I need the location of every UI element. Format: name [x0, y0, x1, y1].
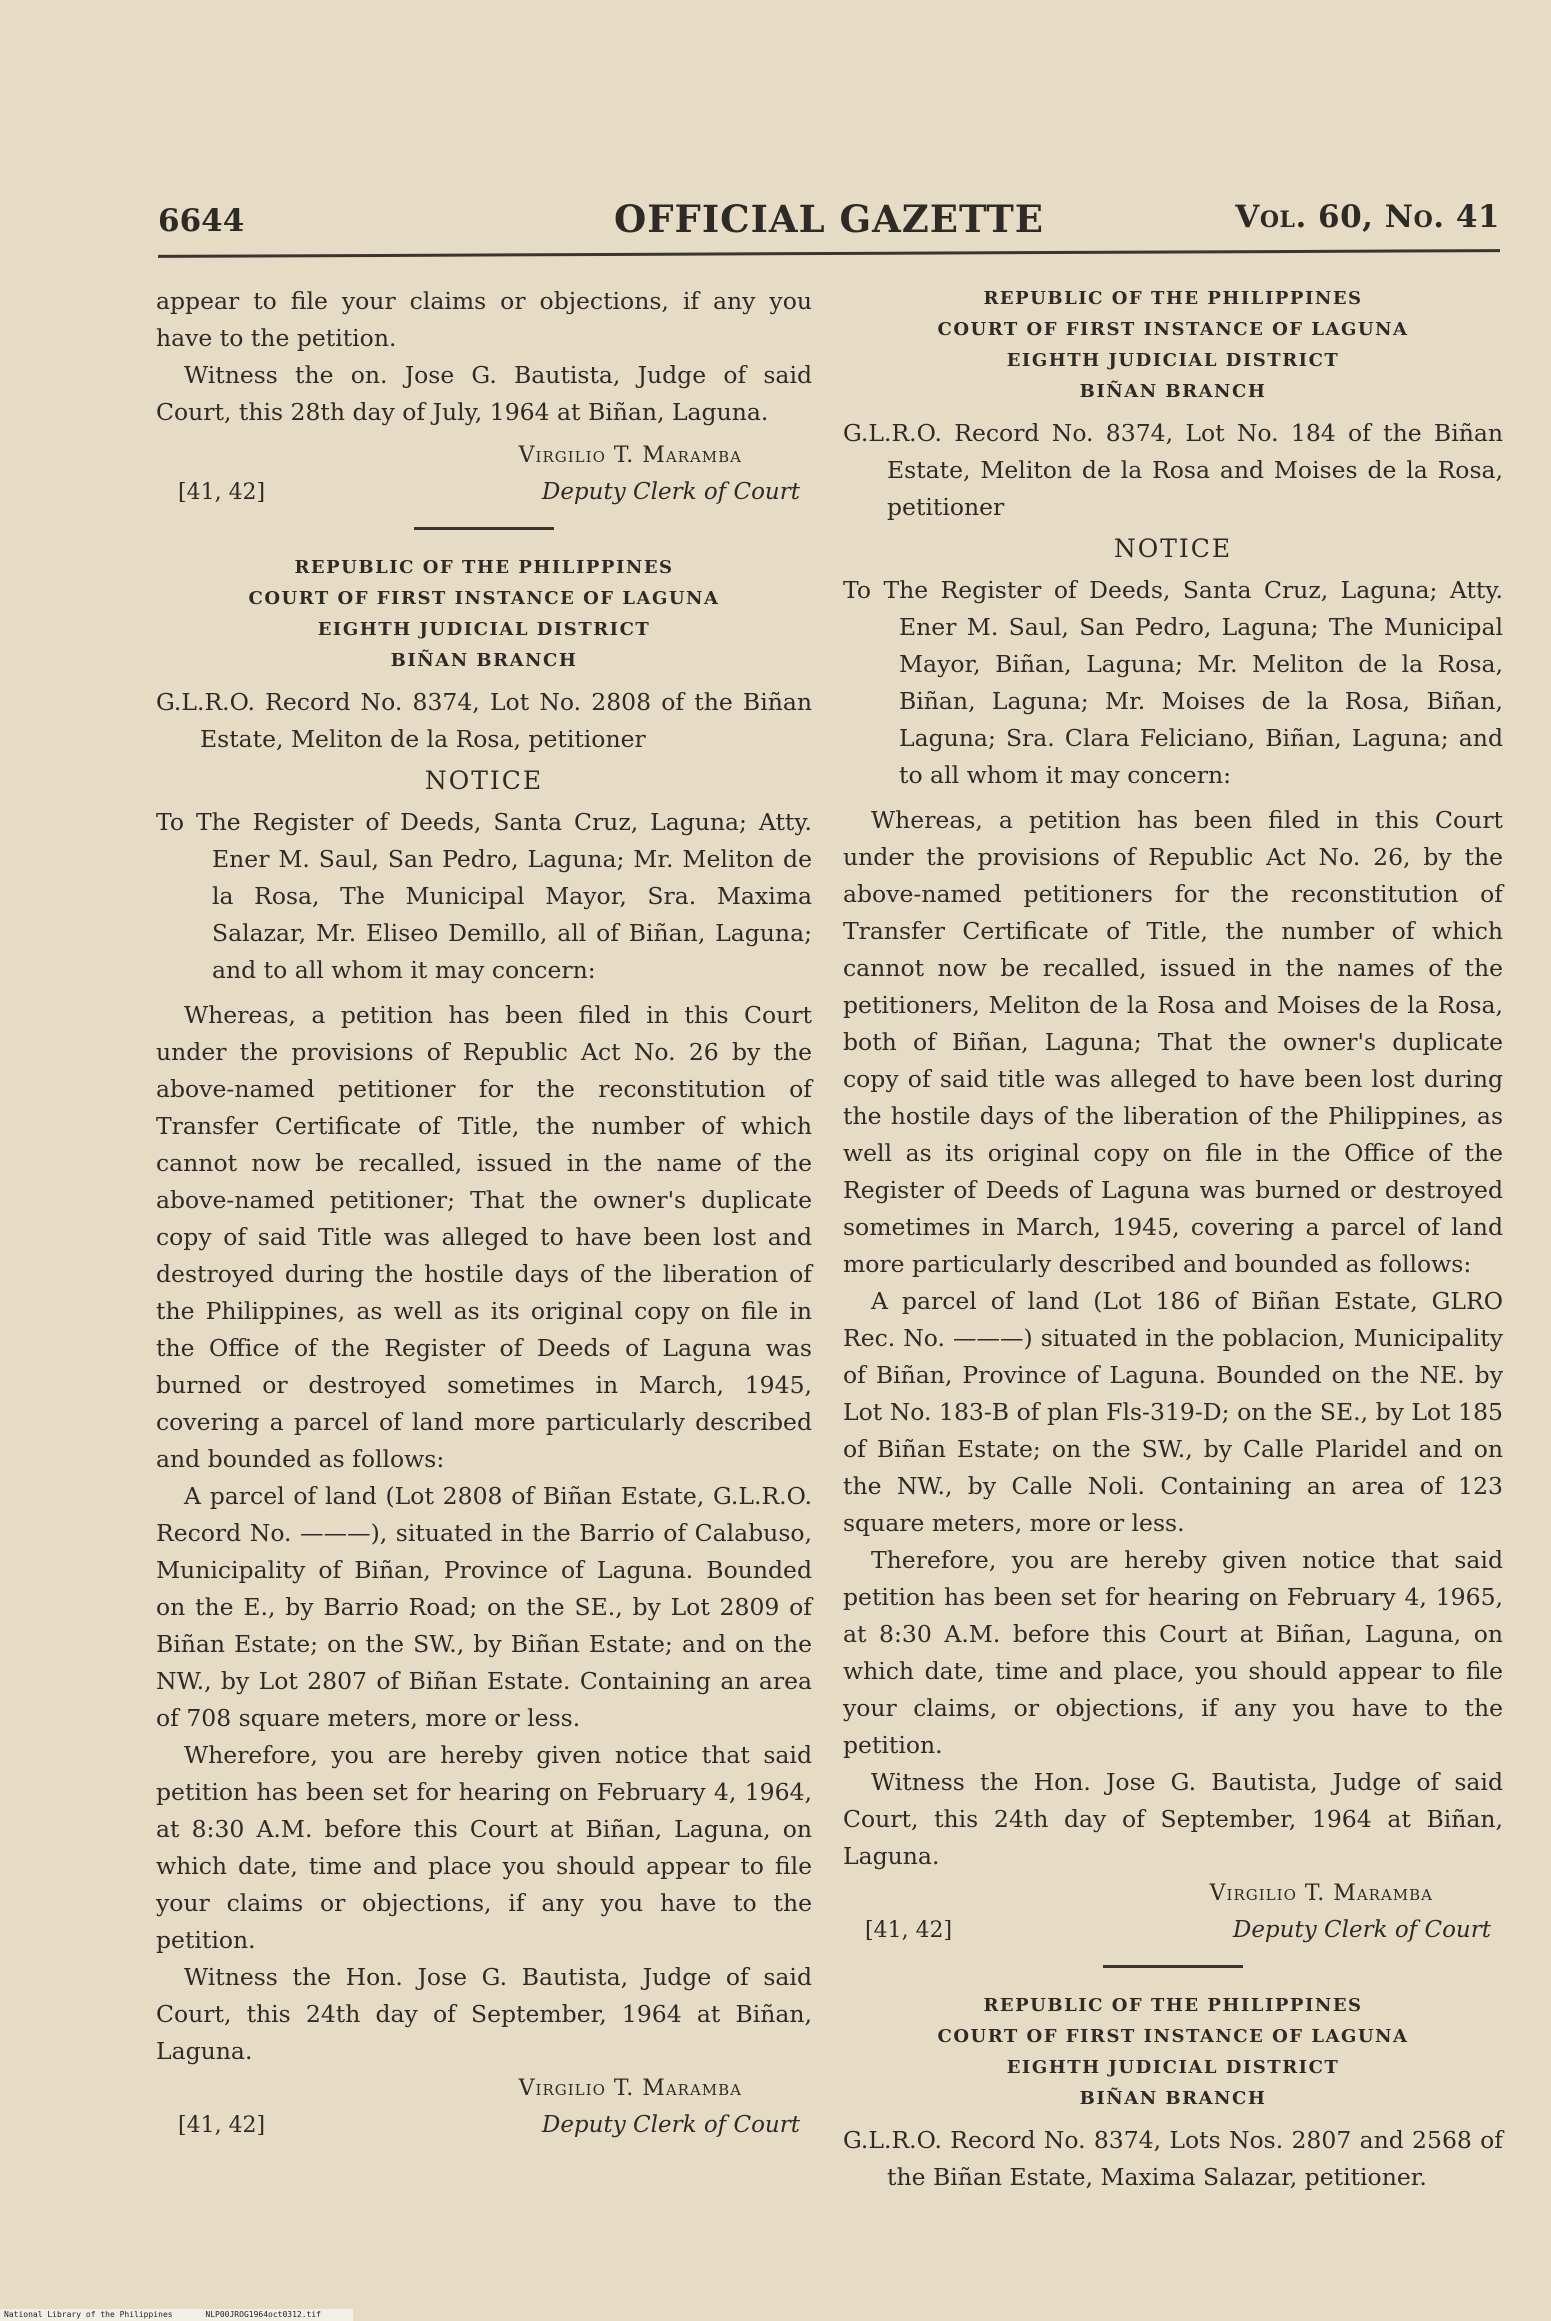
right-column: [843, 283, 1503, 2196]
court-line: COURT OF FIRST INSTANCE OF LAGUNA: [937, 319, 1409, 340]
left-column: [156, 283, 812, 2146]
notice-heading: NOTICE: [1113, 534, 1233, 563]
court-heading: [156, 552, 812, 676]
signer-title: Deputy Clerk of Court: [1232, 1917, 1491, 1943]
section-divider: [414, 527, 554, 530]
volume-label: Vol. 60, No. 41: [1235, 199, 1500, 235]
notice-addressees: To The Register of Deeds, Santa Cruz, Laguna; Atty. Ener M. Saul, San Pedro, Laguna; Mr. Meliton de la Rosa, The Municipal Mayor, Sra. Maxima Salazar, Mr. Eliseo Demillo, all of Biñan, Laguna; and to all whom it may concern:: [156, 808, 812, 984]
court-line: COURT OF FIRST INSTANCE OF LAGUNA: [937, 2026, 1409, 2047]
court-line: EIGHTH JUDICIAL DISTRICT: [1006, 2057, 1340, 2078]
case-caption: G.L.R.O. Record No. 8374, Lots Nos. 2807 and 2568 of the Biñan Estate, Maxima Salazar, petitioner.: [843, 2126, 1503, 2191]
court-line: REPUBLIC OF THE PHILIPPINES: [983, 1995, 1363, 2016]
witness-paragraph: Witness the Hon. Jose G. Bautista, Judge of said Court, this 24th day of September, 1964 at Biñan, Laguna.: [156, 1963, 812, 2065]
court-heading: [843, 283, 1503, 407]
court-line: REPUBLIC OF THE PHILIPPINES: [983, 288, 1363, 309]
signer-name: Virgilio T. Maramba: [518, 2076, 742, 2101]
issue-reference: [41, 42]: [178, 480, 266, 505]
signature-block: [843, 1875, 1503, 1951]
court-heading: [843, 1990, 1503, 2114]
court-line: BIÑAN BRANCH: [390, 650, 578, 671]
case-caption: G.L.R.O. Record No. 8374, Lot No. 2808 of the Biñan Estate, Meliton de la Rosa, petitioner: [156, 688, 812, 753]
witness-paragraph: Witness the Hon. Jose G. Bautista, Judge of said Court, this 24th day of September, 1964 at Biñan, Laguna.: [843, 1768, 1503, 1870]
page-number: 6644: [158, 203, 245, 239]
signer-title: Deputy Clerk of Court: [541, 2112, 800, 2138]
signature-block: [156, 437, 812, 513]
hearing-notice: Therefore, you are hereby given notice that said petition has been set for hearing on February 4, 1965, at 8:30 A.M. before this Court at Biñan, Laguna, on which date, time and place, you should appear to file your claims, or objections, if any you have to the petition.: [843, 1546, 1503, 1759]
issue-reference: [41, 42]: [178, 2113, 266, 2138]
court-line: COURT OF FIRST INSTANCE OF LAGUNA: [248, 588, 720, 609]
signer-name: Virgilio T. Maramba: [518, 443, 742, 468]
whereas-paragraph: Whereas, a petition has been filed in this Court under the provisions of Republic Act No. 26, by the above-named petitioners for the reconstitution of Transfer Certificate of Title, the number of which cannot now be recalled, issued in the names of the petitioners, Meliton de la Rosa and Moises de la Rosa, both of Biñan, Laguna; That the owner's duplicate copy of said title was alleged to have been lost during the hostile days of the liberation of the Philippines, as well as its original copy on file in the Office of the Register of Deeds of Laguna was burned or destroyed sometimes in March, 1945, covering a parcel of land more particularly described and bounded as follows:: [843, 806, 1503, 1278]
parcel-description: A parcel of land (Lot 186 of Biñan Estate, GLRO Rec. No. ———) situated in the poblacion, Municipality of Biñan, Province of Laguna. Bounded on the NE. by Lot No. 183-B of plan Fls-319-D; on the SE., by Lot 185 of Biñan Estate; on the SW., by Calle Plaridel and on the NW., by Calle Noli. Containing an area of 123 square meters, more or less.: [843, 1287, 1503, 1537]
library-label: National Library of the Philippines: [4, 2310, 173, 2319]
header-rule: [158, 249, 1500, 258]
scan-footer: [0, 2309, 353, 2321]
court-line: BIÑAN BRANCH: [1079, 381, 1267, 402]
signer-name: Virgilio T. Maramba: [1209, 1881, 1433, 1906]
scan-filename: NLP00JROG1964oct0312.tif: [205, 2310, 321, 2319]
notice-addressees: To The Register of Deeds, Santa Cruz, Laguna; Atty. Ener M. Saul, San Pedro, Laguna; The Municipal Mayor, Biñan, Laguna; Mr. Meliton de la Rosa, Biñan, Laguna; Mr. Moises de la Rosa, Biñan, Laguna; Sra. Clara Feliciano, Biñan, Laguna; and to all whom it may concern:: [843, 576, 1503, 789]
court-line: BIÑAN BRANCH: [1079, 2088, 1267, 2109]
issue-reference: [41, 42]: [865, 1918, 953, 1943]
whereas-paragraph: Whereas, a petition has been filed in this Court under the provisions of Republic Act No. 26 by the above-named petitioner for the reconstitution of Transfer Certificate of Title, the number of which cannot now be recalled, issued in the name of the above-named petitioner; That the owner's duplicate copy of said Title was alleged to have been lost and destroyed during the hostile days of the liberation of the Philippines, as well as its original copy on file in the Office of the Register of Deeds of Laguna was burned or destroyed sometimes in March, 1945, covering a parcel of land more particularly described and bounded as follows:: [156, 1001, 812, 1473]
case-caption: G.L.R.O. Record No. 8374, Lot No. 184 of the Biñan Estate, Meliton de la Rosa and Moises de la Rosa, petitioner: [843, 419, 1503, 521]
page-header: [158, 195, 1500, 245]
section-divider: [1103, 1965, 1243, 1968]
continuation-witness: Witness the on. Jose G. Bautista, Judge of said Court, this 28th day of July, 1964 at Biñan, Laguna.: [156, 361, 812, 426]
notice-heading: NOTICE: [424, 766, 544, 795]
signature-block: [156, 2070, 812, 2146]
parcel-description: A parcel of land (Lot 2808 of Biñan Estate, G.L.R.O. Record No. ———), situated in the Barrio of Calabuso, Municipality of Biñan, Province of Laguna. Bounded on the E., by Barrio Road; on the SE., by Lot 2809 of Biñan Estate; on the SW., by Biñan Estate; and on the NW., by Lot 2807 of Biñan Estate. Containing an area of 708 square meters, more or less.: [156, 1482, 812, 1732]
court-line: EIGHTH JUDICIAL DISTRICT: [317, 619, 651, 640]
court-line: REPUBLIC OF THE PHILIPPINES: [294, 557, 674, 578]
court-line: EIGHTH JUDICIAL DISTRICT: [1006, 350, 1340, 371]
continuation-closing: appear to file your claims or objections, if any you have to the petition.: [156, 287, 812, 352]
signer-title: Deputy Clerk of Court: [541, 479, 800, 505]
publication-title: OFFICIAL GAZETTE: [614, 197, 1044, 241]
hearing-notice: Wherefore, you are hereby given notice that said petition has been set for hearing on February 4, 1964, at 8:30 A.M. before this Court at Biñan, Laguna, on which date, time and place you should appear to file your claims or objections, if any you have to the petition.: [156, 1741, 812, 1954]
